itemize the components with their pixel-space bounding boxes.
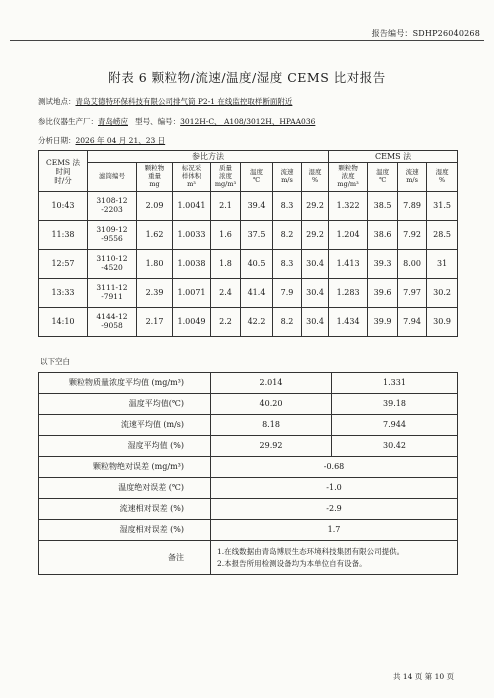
error-label: 温度绝对误差 (℃) [39, 478, 211, 499]
cell-velocity: 8.2 [273, 221, 302, 250]
cell-cems-humidity: 31 [427, 250, 458, 279]
cell-conc: 2.1 [211, 192, 241, 221]
error-row [39, 478, 458, 499]
cell-volume: 1.0071 [173, 279, 211, 308]
summary-row [39, 373, 458, 394]
summary-cems-value: 39.18 [332, 394, 458, 415]
column-header: 标况采 样体积 m³ [173, 163, 211, 192]
cell-cems-conc: 1.322 [329, 192, 368, 221]
column-header: 温度 ℃ [241, 163, 273, 192]
error-row [39, 499, 458, 520]
cell-cems-humidity: 30.9 [427, 308, 458, 337]
column-header: 滤筒编号 [88, 163, 137, 192]
cell-filter: 4144-12 -9058 [88, 308, 137, 337]
cell-cems-conc: 1.413 [329, 250, 368, 279]
cell-weight: 2.17 [137, 308, 173, 337]
error-label: 湿度相对误差 (%) [39, 520, 211, 541]
summary-reference-value: 8.18 [211, 415, 332, 436]
cell-humidity: 29.2 [302, 221, 329, 250]
model-value: 3012H-C、 A108/3012H、HPAA036 [180, 117, 316, 126]
column-header: 质量 浓度 mg/m³ [211, 163, 241, 192]
cell-velocity: 8.2 [273, 308, 302, 337]
cell-volume: 1.0049 [173, 308, 211, 337]
cell-temp: 42.2 [241, 308, 273, 337]
cell-weight: 2.09 [137, 192, 173, 221]
cell-cems-velocity: 8.00 [398, 250, 427, 279]
table-row [39, 192, 458, 221]
blank-note: 以下空白 [40, 357, 70, 366]
summary-reference-value: 40.20 [211, 394, 332, 415]
cell-weight: 1.80 [137, 250, 173, 279]
cell-conc: 1.6 [211, 221, 241, 250]
test-site [38, 96, 292, 107]
cell-temp: 41.4 [241, 279, 273, 308]
summary-cems-value: 30.42 [332, 436, 458, 457]
model-label: 型号、编号： [135, 117, 181, 126]
cell-cems-velocity: 7.97 [398, 279, 427, 308]
error-label: 颗粒物绝对误差 (mg/m³) [39, 457, 211, 478]
cell-velocity: 8.3 [273, 250, 302, 279]
summary-cems-value: 7.944 [332, 415, 458, 436]
cell-humidity: 29.2 [302, 192, 329, 221]
summary-row [39, 415, 458, 436]
summary-label: 流速平均值 (m/s) [39, 415, 211, 436]
remarks-line: 1.在线数据由青岛博辰生态环境科技集团有限公司提供。 [217, 546, 405, 556]
cell-humidity: 30.4 [302, 250, 329, 279]
time-column-header: CEMS 法 时间 时/分 [39, 151, 88, 192]
cell-filter: 3110-12 -4520 [88, 250, 137, 279]
report-number: 报告编号：SDHP26040268 [371, 29, 480, 38]
column-header: 湿度 % [427, 163, 458, 192]
summary-label: 湿度平均值 (%) [39, 436, 211, 457]
cell-conc: 2.2 [211, 308, 241, 337]
table-row [39, 221, 458, 250]
cell-time: 13:33 [39, 279, 88, 308]
error-row [39, 520, 458, 541]
remarks-row [39, 541, 458, 575]
comparison-table [38, 150, 458, 337]
cell-time: 10:43 [39, 192, 88, 221]
cems-method-header: CEMS 法 [329, 151, 458, 163]
summary-label: 颗粒物质量浓度平均值 (mg/m³) [39, 373, 211, 394]
cell-conc: 1.8 [211, 250, 241, 279]
cell-cems-velocity: 7.92 [398, 221, 427, 250]
reference-instrument [38, 116, 315, 127]
cell-cems-velocity: 7.94 [398, 308, 427, 337]
summary-row [39, 394, 458, 415]
summary-reference-value: 2.014 [211, 373, 332, 394]
page-footer: 共 14 页 第 10 页 [392, 672, 454, 681]
error-value: 1.7 [211, 520, 458, 541]
column-header: 温度 ℃ [368, 163, 398, 192]
cell-cems-humidity: 30.2 [427, 279, 458, 308]
remarks-content [211, 541, 458, 575]
reference-method-header: 参比方法 [88, 151, 329, 163]
table-row [39, 250, 458, 279]
error-value: -1.0 [211, 478, 458, 499]
summary-row [39, 436, 458, 457]
manufacturer-label: 参比仪器生产厂： [38, 117, 98, 126]
cell-volume: 1.0038 [173, 250, 211, 279]
cell-humidity: 30.4 [302, 279, 329, 308]
column-header: 颗粒物 重量 mg [137, 163, 173, 192]
cell-cems-conc: 1.283 [329, 279, 368, 308]
cell-cems-conc: 1.434 [329, 308, 368, 337]
cell-humidity: 30.4 [302, 308, 329, 337]
cell-weight: 2.39 [137, 279, 173, 308]
cell-cems-temp: 38.6 [368, 221, 398, 250]
column-header: 流速 m/s [273, 163, 302, 192]
cell-conc: 2.4 [211, 279, 241, 308]
cell-time: 11:38 [39, 221, 88, 250]
analysis-date-value: 2026 年 04 月 21、23 日 [75, 136, 166, 145]
column-header: 湿度 % [302, 163, 329, 192]
remarks-line: 2.本报告所用检测设备均为本单位自有设备。 [217, 558, 367, 568]
cell-temp: 37.5 [241, 221, 273, 250]
error-value: -0.68 [211, 457, 458, 478]
header-rule [10, 40, 484, 41]
cell-volume: 1.0041 [173, 192, 211, 221]
table-row [39, 308, 458, 337]
analysis-date-label: 分析日期： [38, 136, 76, 145]
cell-cems-temp: 39.3 [368, 250, 398, 279]
manufacturer-value: 青岛崂应 [98, 117, 128, 126]
error-label: 流速相对误差 (%) [39, 499, 211, 520]
page-title: 附表 6 颗粒物/流速/温度/湿度 CEMS 比对报告 [108, 70, 386, 85]
analysis-date [38, 135, 165, 146]
remarks-label: 备注 [39, 541, 211, 575]
cell-filter: 3109-12 -9556 [88, 221, 137, 250]
summary-cems-value: 1.331 [332, 373, 458, 394]
cell-cems-temp: 38.5 [368, 192, 398, 221]
cell-time: 12:57 [39, 250, 88, 279]
cell-cems-conc: 1.204 [329, 221, 368, 250]
cell-velocity: 8.3 [273, 192, 302, 221]
cell-cems-humidity: 28.5 [427, 221, 458, 250]
cell-time: 14:10 [39, 308, 88, 337]
error-row [39, 457, 458, 478]
test-site-label: 测试地点： [38, 97, 76, 106]
cell-cems-temp: 39.6 [368, 279, 398, 308]
column-header: 流速 m/s [398, 163, 427, 192]
table-row [39, 279, 458, 308]
cell-temp: 39.4 [241, 192, 273, 221]
test-site-value: 青岛艾德特环保科技有限公司排气筒 P2-1 在线监控取样断面附近 [75, 97, 293, 106]
cell-cems-velocity: 7.89 [398, 192, 427, 221]
cell-cems-temp: 39.9 [368, 308, 398, 337]
cell-filter: 3108-12 -2203 [88, 192, 137, 221]
cell-filter: 3111-12 -7911 [88, 279, 137, 308]
summary-reference-value: 29.92 [211, 436, 332, 457]
column-header: 颗粒物 浓度 mg/m³ [329, 163, 368, 192]
cell-temp: 40.5 [241, 250, 273, 279]
summary-label: 温度平均值(℃) [39, 394, 211, 415]
cell-cems-humidity: 31.5 [427, 192, 458, 221]
cell-weight: 1.62 [137, 221, 173, 250]
summary-table [38, 372, 458, 575]
cell-velocity: 7.9 [273, 279, 302, 308]
error-value: -2.9 [211, 499, 458, 520]
cell-volume: 1.0033 [173, 221, 211, 250]
